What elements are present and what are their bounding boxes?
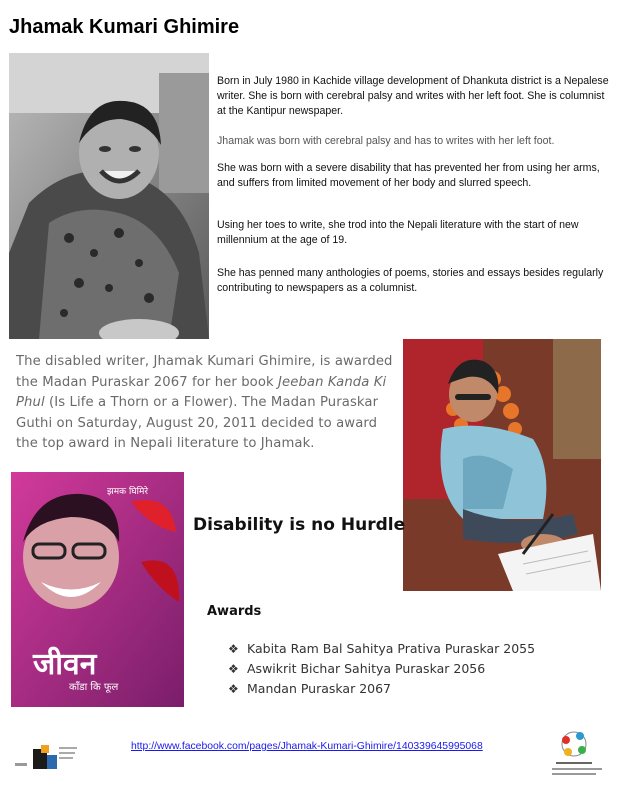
bio-paragraph-anthologies: She has penned many anthologies of poems, stories and essays besides regularly contributing to newspapers as a columnist. (217, 267, 604, 295)
award-item (228, 679, 535, 699)
portrait-photo (9, 53, 209, 339)
headline-disability-no-hurdle: Disability is no Hurdle (193, 515, 406, 535)
award-item (228, 639, 535, 659)
organization-logo-left (11, 743, 79, 775)
award-item-label: Aswikrit Bichar Sahitya Puraskar 2056 (247, 661, 486, 676)
awards-list (228, 639, 535, 699)
book-cover-title: जीवन (33, 647, 97, 682)
award-item (228, 659, 535, 679)
award-item-label: Kabita Ram Bal Sahitya Prativa Puraskar 2055 (247, 641, 536, 656)
bio-paragraph-cerebral-palsy: Jhamak was born with cerebral palsy and has to writes with her left foot. (217, 135, 555, 147)
award-paragraph-intro: The disabled writer, Jhamak Kumari Ghimire, is awarded the Madan Puraskar 2067 for her book (16, 354, 393, 390)
book-cover-author: झमक घिमिरे (107, 487, 149, 497)
awards-heading: Awards (207, 604, 262, 619)
book-title: Jeeban Kanda Ki Phul (16, 374, 387, 410)
diamond-bullet-icon: ❖ (228, 662, 239, 676)
organization-logo-right (548, 728, 608, 778)
bio-paragraph-literature-start: Using her toes to write, she trod into the Nepali literature with the start of new millennium at the age of 19. (217, 219, 579, 247)
writing-with-foot-photo (403, 339, 601, 591)
diamond-bullet-icon: ❖ (228, 642, 239, 656)
book-cover-subtitle: काँडा कि फूल (69, 682, 119, 693)
diamond-bullet-icon: ❖ (228, 682, 239, 696)
book-cover-jeevan (11, 472, 184, 707)
facebook-page-link[interactable]: http://www.facebook.com/pages/Jhamak-Kumari-Ghimire/140339645995068 (131, 741, 483, 752)
bio-paragraph-birth: Born in July 1980 in Kachide village development of Dhankuta district is a Nepalese writer. She is born with cerebral palsy and writes with her left foot. She is columnist at the Kantipur newspaper. (217, 75, 609, 118)
bio-paragraph-disability: She was born with a severe disability that has prevented her from using her arms, and suffers from limited movement of her body and slurred speech. (217, 162, 600, 190)
page-title: Jhamak Kumari Ghimire (9, 16, 240, 38)
award-item-label: Mandan Puraskar 2067 (247, 681, 392, 696)
award-paragraph-details: (Is Life a Thorn or a Flower). The Madan Puraskar Guthi on Saturday, August 20, 2011 decided to award the top award in Nepali literature to Jhamak. (16, 395, 379, 451)
award-paragraph (16, 352, 401, 455)
